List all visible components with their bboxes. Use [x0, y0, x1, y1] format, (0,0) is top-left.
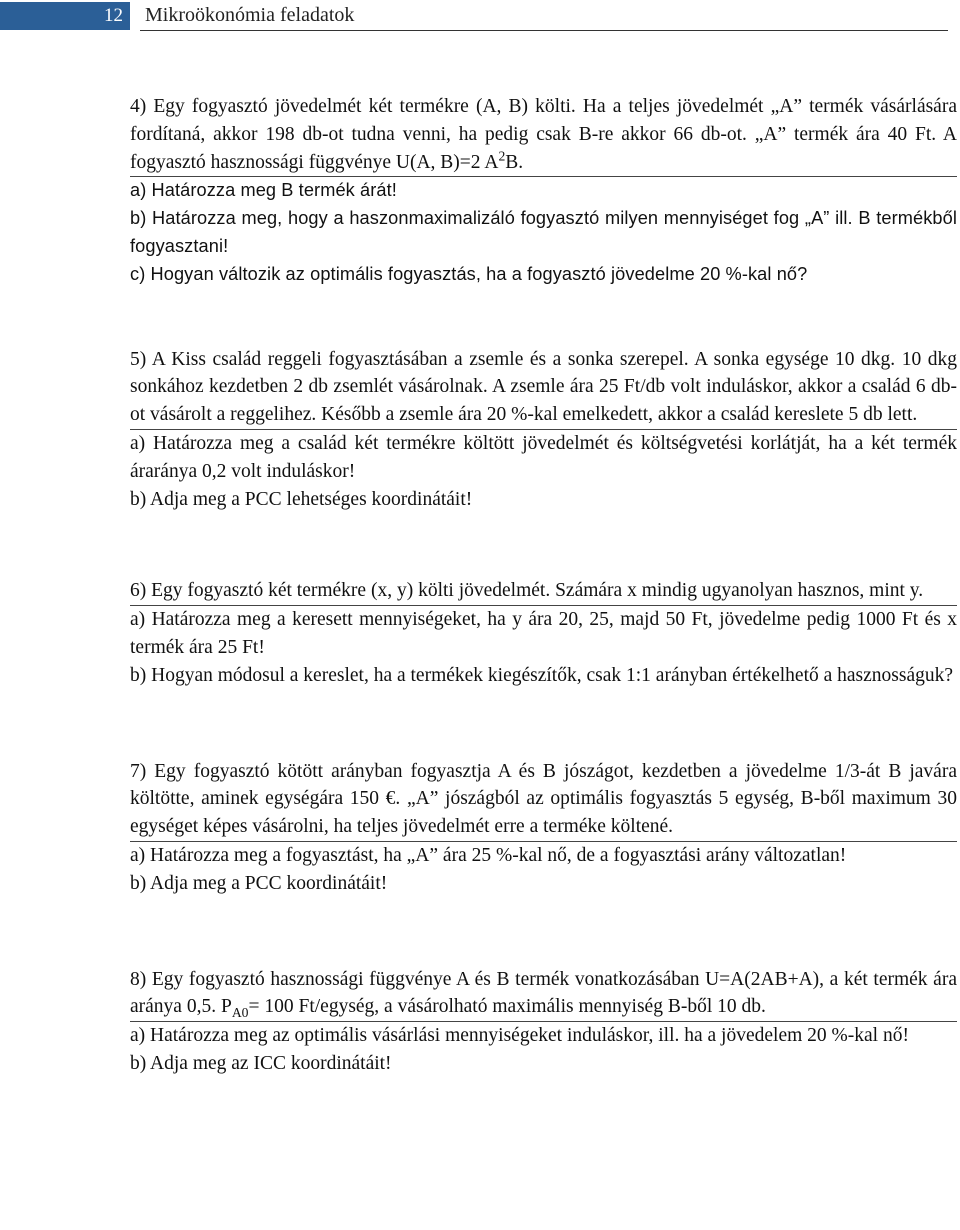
- problem-6: [130, 577, 957, 689]
- problem-4-question-c: c) Hogyan változik az optimális fogyasztás, ha a fogyasztó jövedelme 20 %-kal nő?: [130, 263, 808, 284]
- problem-4-intro-text: 4) Egy fogyasztó jövedelmét két termékre (A, B) költi. Ha a teljes jövedelmét „A” termék vásárlására fordítaná, akkor 198 db-ot tudna venni, ha pedig csak B-re akkor 66 db-ot. „A” termék ára 40 Ft. A fogyasztó hasznossági függvénye U(A, B)=2 A: [130, 96, 957, 173]
- problem-8-intro-text: 8) Egy fogyasztó hasznossági függvénye A és B termék vonatkozásában U=A(2AB+A), a két termék ára aránya 0,5. P: [130, 968, 957, 1018]
- exponent: 2: [498, 148, 506, 164]
- problem-4-question-a: a) Határozza meg B termék árát!: [130, 180, 397, 201]
- problem-4-question-b: b) Határozza meg, hogy a haszonmaximalizáló fogyasztó milyen mennyiséget fog „A” ill. B termékből fogyasztani!: [130, 208, 957, 256]
- running-title: Mikroökonómia feladatok: [145, 4, 355, 26]
- problem-8-question-b: b) Adja meg az ICC koordinátáit!: [130, 1052, 392, 1074]
- problem-5: [130, 346, 957, 514]
- spacer: [130, 898, 957, 966]
- problem-4-intro: [130, 93, 957, 177]
- problem-6-question-a: a) Határozza meg a keresett mennyiségeket, ha y ára 20, 25, majd 50 Ft, jövedelme pedig 1000 Ft és x termék ára 25 Ft!: [130, 609, 957, 658]
- spacer: [130, 289, 957, 346]
- problem-6-intro: 6) Egy fogyasztó két termékre (x, y) költi jövedelmét. Számára x mindig ugyanolyan hasznos, mint y.: [130, 577, 957, 606]
- problem-4-intro-tail: B.: [505, 151, 524, 173]
- page-number-box: [0, 2, 130, 30]
- problem-list: [130, 93, 957, 1078]
- problem-7: [130, 758, 957, 898]
- problem-7-intro: 7) Egy fogyasztó kötött arányban fogyasztja A és B jószágot, kezdetben a jövedelme 1/3-át B javára költötte, aminek egységára 150 €. „A” jószágból az optimális fogyasztás 5 egység, B-ből maximum 30 egységet képes vásárolni, ha teljes jövedelmét erre a terméke költené.: [130, 758, 957, 842]
- subscript: A0: [231, 1005, 249, 1021]
- problem-5-question-a: a) Határozza meg a család két termékre költött jövedelmét és költségvetési korlátját, ha a két termék áraránya 0,2 volt induláskor!: [130, 432, 957, 482]
- problem-7-question-b: b) Adja meg a PCC koordinátáit!: [130, 872, 388, 894]
- spacer: [130, 690, 957, 758]
- problem-8: [130, 966, 957, 1078]
- problem-8-intro: [130, 966, 957, 1023]
- problem-7-question-a: a) Határozza meg a fogyasztást, ha „A” ára 25 %-kal nő, de a fogyasztási arány változatlan!: [130, 844, 847, 866]
- problem-8-question-a: a) Határozza meg az optimális vásárlási mennyiségeket induláskor, ill. ha a jövedelem 20 %-kal nő!: [130, 1025, 909, 1047]
- page-header: [0, 0, 960, 34]
- header-divider: [140, 30, 948, 31]
- problem-8-intro-tail: = 100 Ft/egység, a vásárolható maximális mennyiség B-ből 10 db.: [248, 996, 766, 1018]
- problem-5-intro: 5) A Kiss család reggeli fogyasztásában a zsemle és a sonka szerepel. A sonka egysége 10 dkg. 10 dkg sonkához kezdetben 2 db zsemlét vásárolnak. A zsemle ára 25 Ft/db volt induláskor, akkor a család 6 db-ot vásárolt a reggelihez. Később a zsemle ára 20 %-kal emelkedett, akkor a család kereslete 5 db lett.: [130, 346, 957, 430]
- problem-4: [130, 93, 957, 289]
- page-number: 12: [104, 5, 123, 26]
- spacer: [130, 513, 957, 577]
- problem-6-question-b: b) Hogyan módosul a kereslet, ha a termékek kiegészítők, csak 1:1 arányban értékelhető a hasznosságuk?: [130, 664, 954, 686]
- problem-5-question-b: b) Adja meg a PCC lehetséges koordinátáit!: [130, 488, 473, 510]
